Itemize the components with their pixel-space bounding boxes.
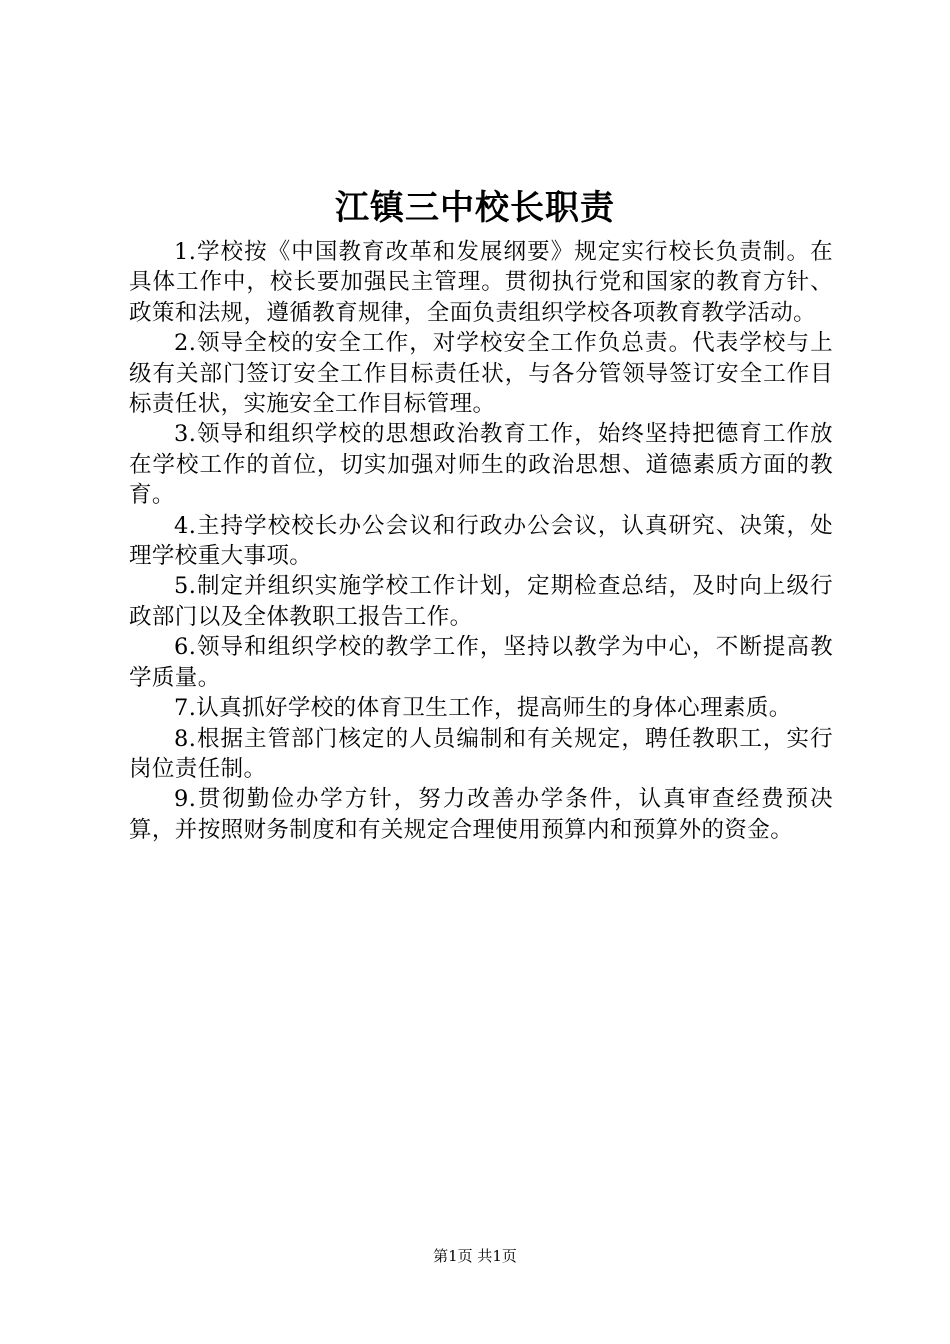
page-footer: 第1页 共1页 [433,1247,517,1265]
paragraph-5: 5.制定并组织实施学校工作计划，定期检查总结，及时向上级行政部门以及全体教职工报告工作。 [129,573,833,630]
paragraph-1: 1.学校按《中国教育改革和发展纲要》规定实行校长负责制。在具体工作中，校长要加强民主管理。贯彻执行党和国家的教育方针、政策和法规，遵循教育规律，全面负责组织学校各项教育教学活动。 [129,239,833,326]
paragraph-7: 7.认真抓好学校的体育卫生工作，提高师生的身体心理素质。 [174,695,792,722]
paragraph-6: 6.领导和组织学校的教学工作，坚持以教学为中心，不断提高教学质量。 [129,634,833,691]
paragraph-4: 4.主持学校校长办公会议和行政办公会议，认真研究、决策，处理学校重大事项。 [129,512,833,570]
document-title: 江镇三中校长职责 [335,188,615,228]
paragraph-2: 2.领导全校的安全工作，对学校安全工作负总责。代表学校与上级有关部门签订安全工作目标责任状，与各分管领导签订安全工作目标责任状，实施安全工作目标管理。 [129,330,833,418]
document-body [129,237,833,845]
paragraph-9: 9.贯彻勤俭办学方针，努力改善办学条件，认真审查经费预决算，并按照财务制度和有关规定合理使用预算内和预算外的资金。 [129,786,833,843]
paragraph-8: 8.根据主管部门核定的人员编制和有关规定，聘任教职工，实行岗位责任制。 [129,725,833,782]
paragraph-3: 3.领导和组织学校的思想政治教育工作，始终坚持把德育工作放在学校工作的首位，切实加强对师生的政治思想、道德素质方面的教育。 [129,421,833,509]
